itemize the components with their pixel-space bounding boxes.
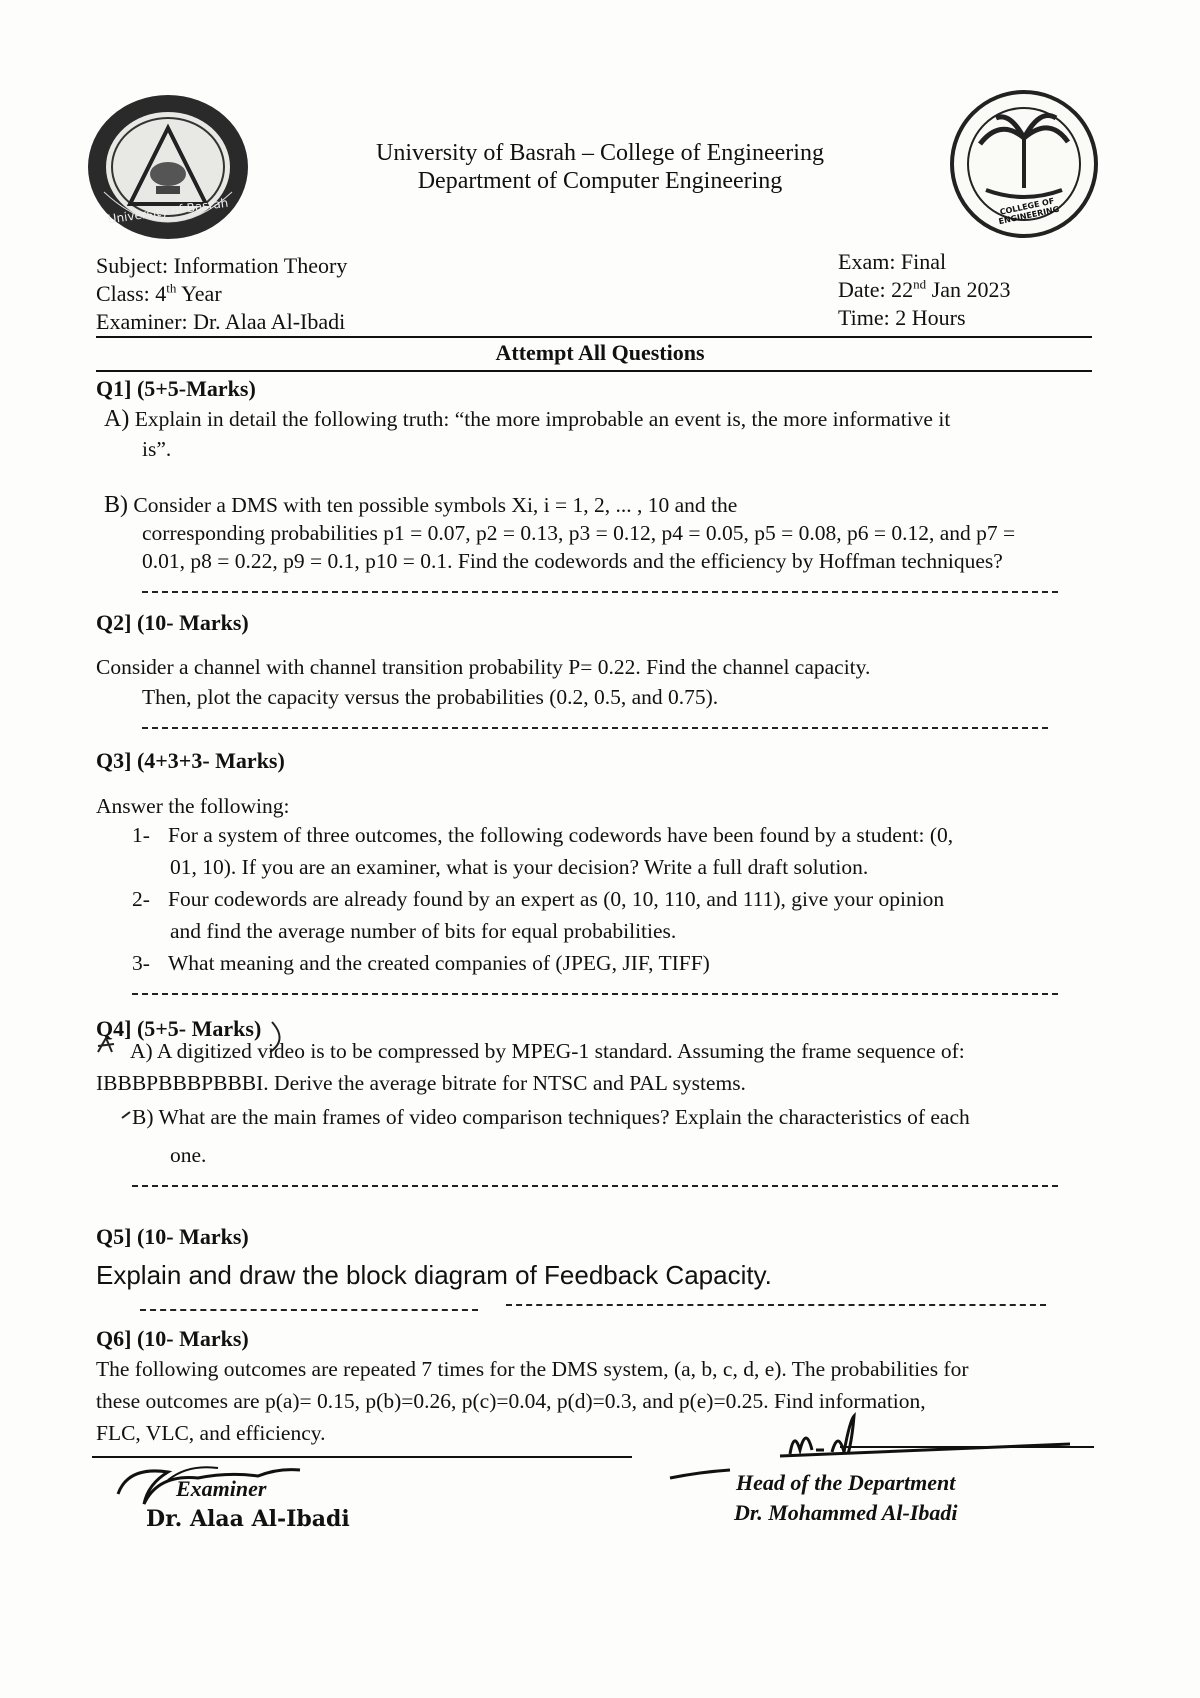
q3-item-2-line2: and find the average number of bits for equal probabilities. — [170, 919, 677, 943]
q6-line1: The following outcomes are repeated 7 times for the DMS system, (a, b, c, d, e). The probabilities for — [96, 1357, 969, 1381]
divider-q1 — [142, 591, 1058, 593]
q1-a — [104, 404, 1094, 435]
q6-line2: these outcomes are p(a)= 0.15, p(b)=0.26, p(c)=0.04, p(d)=0.3, and p(e)=0.25. Find information, — [96, 1389, 926, 1413]
divider-q3 — [132, 993, 1058, 995]
date-suffix: Jan 2023 — [926, 277, 1011, 302]
class-value: Class: 4 — [96, 281, 167, 306]
class-sup: th — [166, 280, 177, 296]
q1-b-label: B) — [104, 492, 128, 518]
divider-q4 — [132, 1185, 1058, 1187]
q1-a-line2: is”. — [142, 437, 172, 461]
instruction-heading: Attempt All Questions — [495, 340, 705, 365]
q1-b-line3: 0.01, p8 = 0.22, p9 = 0.1, p10 = 0.1. Find the codewords and the efficiency by Hoffman techniques? — [142, 549, 1003, 573]
q5-title: Q5] (10- Marks) — [96, 1224, 249, 1249]
q3-item-2 — [132, 884, 1092, 915]
q3-item-3-num: 3- — [132, 951, 150, 975]
q3-item-1 — [132, 820, 1092, 851]
q1-a-line1: Explain in detail the following truth: “the more improbable an event is, the more informative it — [134, 407, 951, 431]
exam-field: Exam: Final — [838, 249, 947, 274]
divider-q5-right — [506, 1304, 1046, 1306]
q3-item-2-num: 2- — [132, 887, 150, 911]
divider-q2 — [142, 727, 1048, 729]
divider-q5-left — [140, 1309, 478, 1311]
class-field — [96, 280, 222, 308]
date-sup: nd — [913, 276, 927, 292]
header-rule-top — [96, 336, 1092, 338]
header-rule-bottom — [96, 370, 1092, 372]
left-seal-text: University of Basrah — [106, 195, 230, 227]
q5-line1: Explain and draw the block diagram of Feedback Capacity. — [96, 1260, 772, 1290]
examiner-name: Dr. Alaa Al-Ibadi — [146, 1506, 350, 1532]
q4-a-line1: A) A digitized video is to be compressed by MPEG-1 standard. Assuming the frame sequence of: — [130, 1039, 965, 1063]
q1-title: Q1] (5+5-Marks) — [96, 376, 256, 401]
department-line: Department of Computer Engineering — [417, 168, 783, 194]
class-suffix: Year — [176, 281, 222, 306]
right-seal-text: COLLEGE OF ENGINEERING — [997, 196, 1061, 227]
examiner-role: Examiner — [176, 1476, 267, 1501]
q3-item-1-line2: 01, 10). If you are an examiner, what is your decision? Write a full draft solution. — [170, 855, 869, 879]
q4-a-line2: IBBBPBBBPBBBI. Derive the average bitrate for NTSC and PAL systems. — [96, 1071, 746, 1095]
q1-b-line1: Consider a DMS with ten possible symbols Xi, i = 1, 2, ... , 10 and the — [133, 493, 738, 517]
q3-title: Q3] (4+3+3- Marks) — [96, 748, 285, 773]
q1-a-label: A) — [104, 406, 130, 432]
q3-item-3 — [132, 948, 1092, 979]
q3-item-2-line1: Four codewords are already found by an expert as (0, 10, 110, and 111), give your opinion — [168, 887, 945, 911]
examiner-field: Examiner: Dr. Alaa Al-Ibadi — [96, 309, 346, 334]
q6-title: Q6] (10- Marks) — [96, 1326, 249, 1351]
q2-title: Q2] (10- Marks) — [96, 610, 249, 635]
q1-b-line2: corresponding probabilities p1 = 0.07, p2 = 0.13, p3 = 0.12, p4 = 0.05, p5 = 0.08, p6 = 0.12, and p7 = — [142, 521, 1016, 545]
q4-b-line1: B) What are the main frames of video comparison techniques? Explain the characteristics of each — [132, 1105, 970, 1129]
head-name: Dr. Mohammed Al-Ibadi — [734, 1500, 958, 1525]
q4-b-line2: one. — [170, 1143, 207, 1167]
date-value: Date: 22 — [838, 277, 914, 302]
head-role: Head of the Department — [736, 1470, 956, 1495]
university-line: University of Basrah – College of Engineering — [376, 140, 824, 166]
q3-item-3-line1: What meaning and the created companies of (JPEG, JIF, TIFF) — [168, 951, 710, 975]
q6-line3: FLC, VLC, and efficiency. — [96, 1421, 326, 1445]
q2-line2: Then, plot the capacity versus the probabilities (0.2, 0.5, and 0.75). — [142, 685, 719, 709]
q3-intro: Answer the following: — [96, 794, 290, 818]
time-field: Time: 2 Hours — [838, 305, 966, 330]
q2-line1: Consider a channel with channel transition probability P= 0.22. Find the channel capacity. — [96, 655, 871, 679]
q1-b — [104, 490, 1094, 521]
q3-item-1-num: 1- — [132, 823, 150, 847]
q3-item-1-line1: For a system of three outcomes, the following codewords have been found by a student: (0, — [168, 823, 954, 847]
q4-title: Q4] (5+5- Marks) — [96, 1016, 262, 1041]
date-field — [838, 276, 1010, 304]
subject-field: Subject: Information Theory — [96, 253, 348, 278]
